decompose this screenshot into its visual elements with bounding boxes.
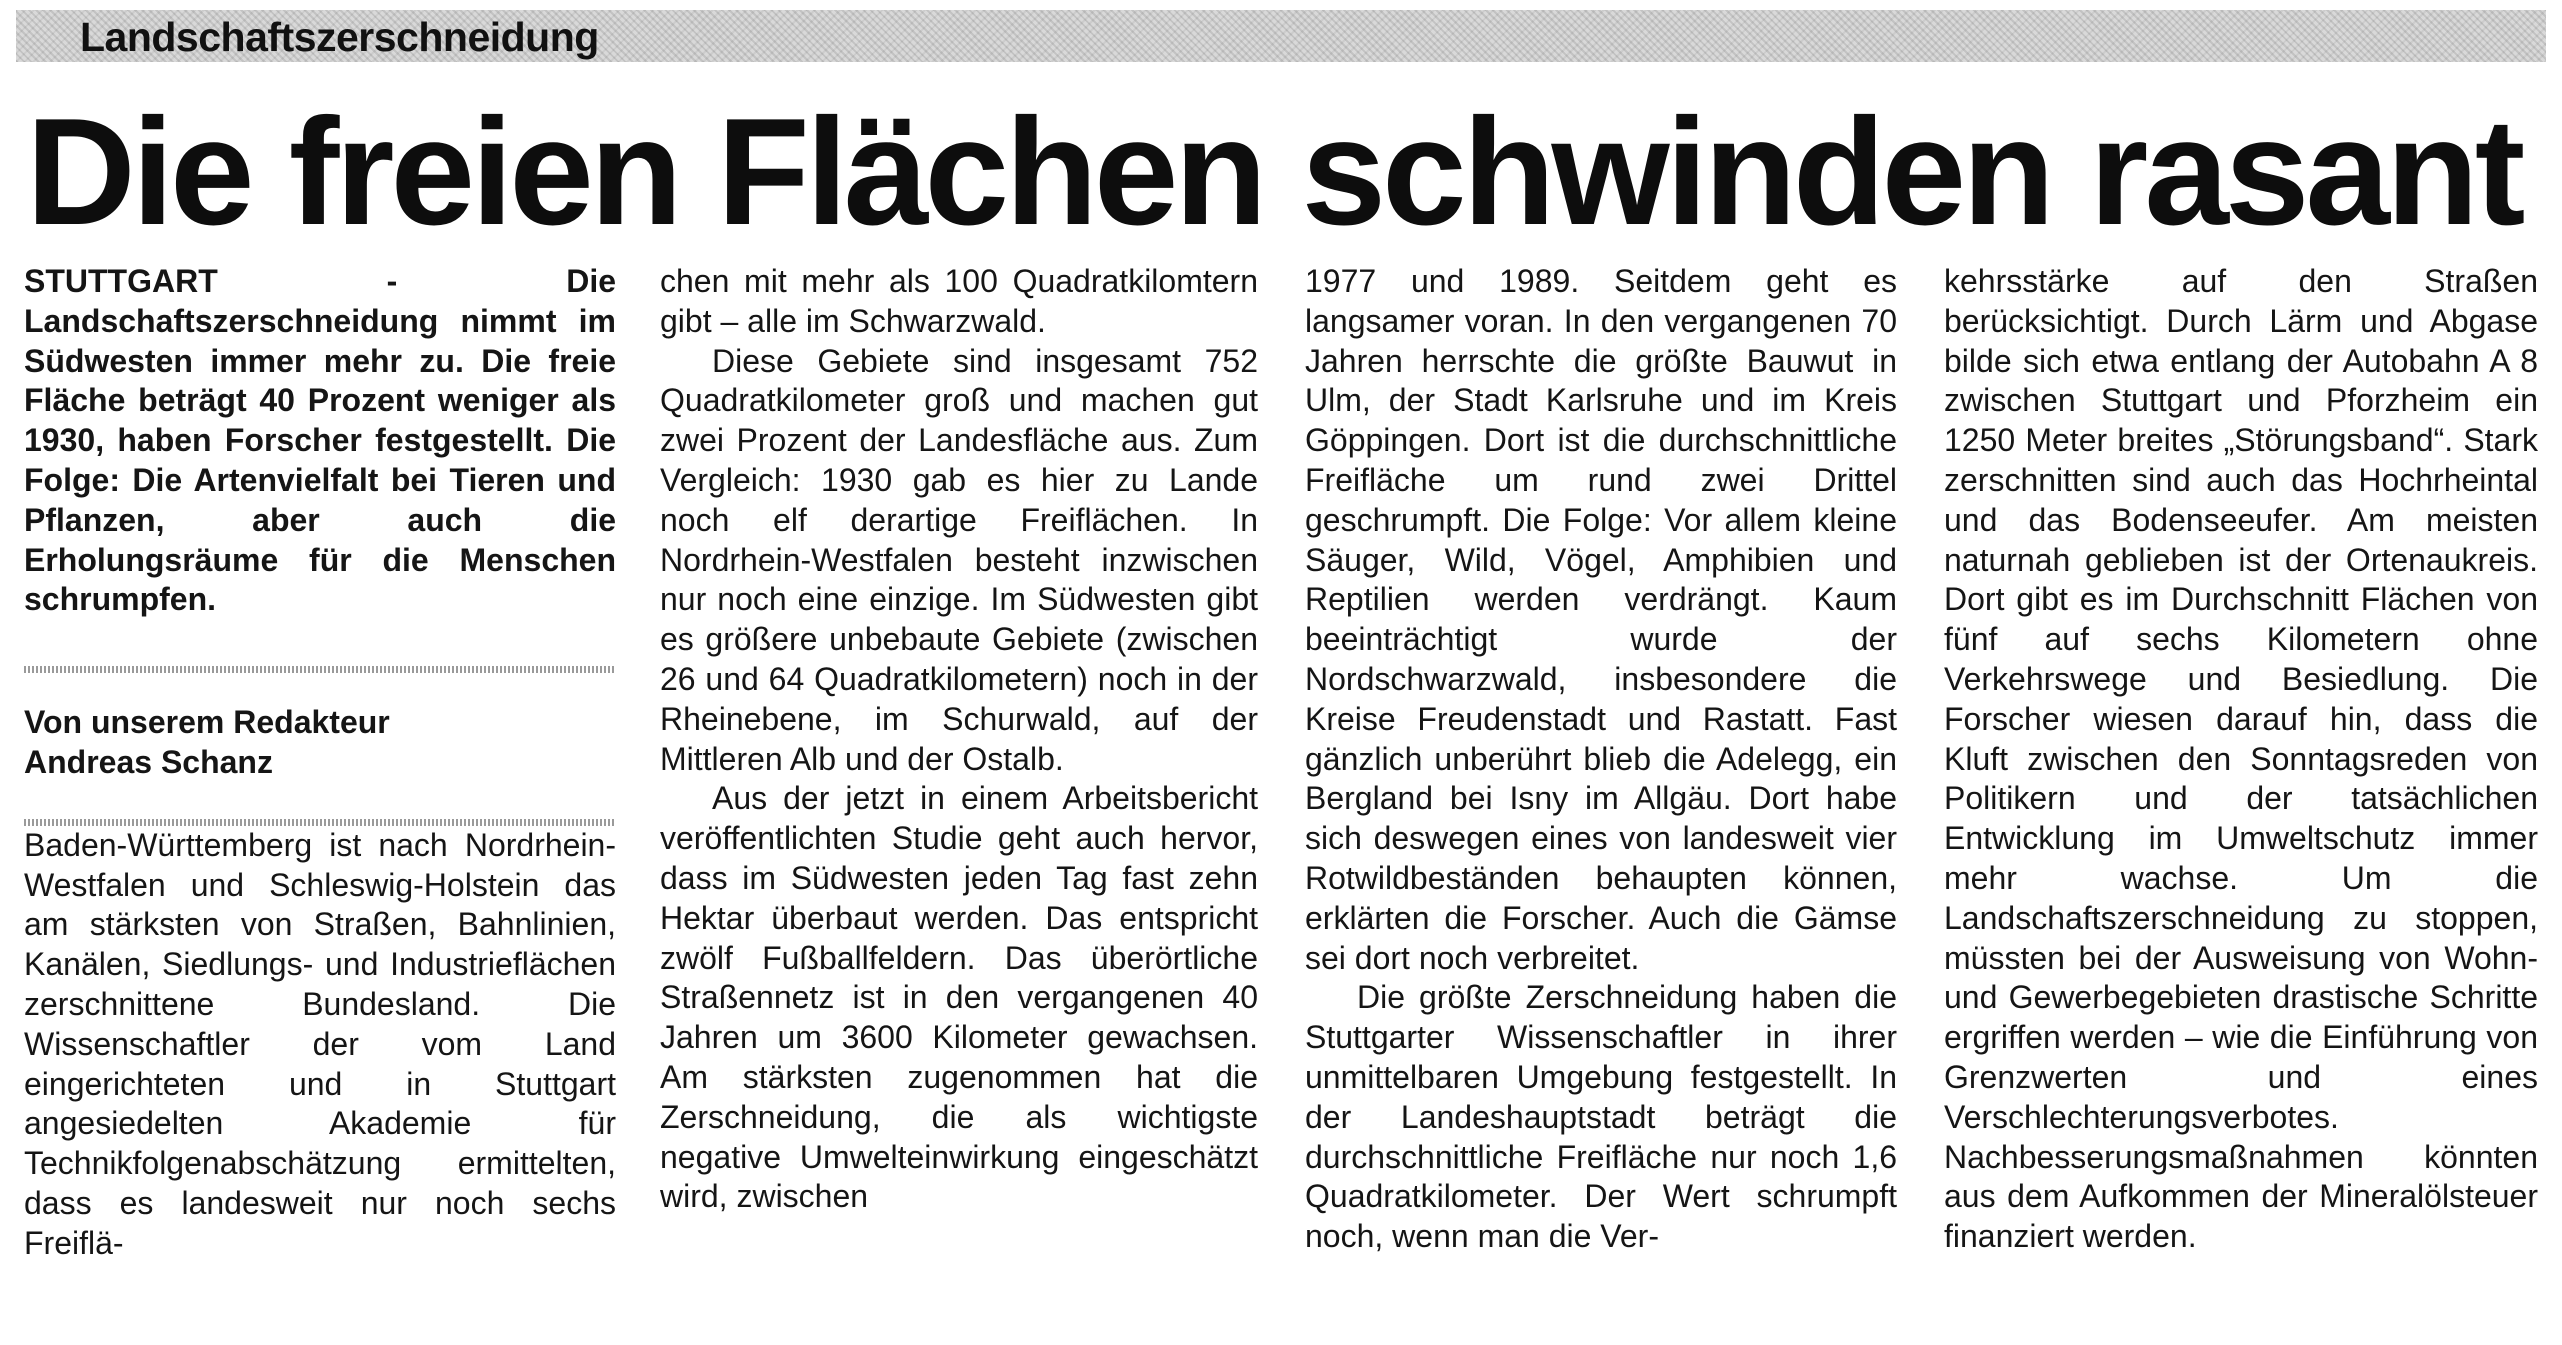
divider	[24, 819, 616, 826]
article-column-2	[660, 262, 1258, 1217]
body-paragraph: kehrsstärke auf den Straßen berücksichtigt. Durch Lärm und Abgase bilde sich etwa entlang der Autobahn A 8 zwischen Stuttgart und Pforzheim ein 1250 Meter breites „Störungsband“. Stark zerschnitten sind auch das Hochrheintal und das Bodenseeufer. Am meisten naturnah geblieben ist der Ortenaukreis. Dort gibt es im Durchschnitt Flächen von fünf auf sechs Kilometern ohne Verkehrswege und Besiedlung. Die Forscher wiesen darauf hin, dass die Kluft zwischen den Sonntagsreden von Politikern und der tatsächlichen Entwicklung im Umweltschutz immer mehr wachse. Um die Landschaftszerschneidung zu stoppen, müssten bei der Ausweisung von Wohn- und Gewerbegebieten drastische Schritte ergriffen werden – wie die Einführung von Grenzwerten und eines Verschlechterungsverbotes. Nachbesserungsmaßnahmen könnten aus dem Aufkommen der Mineralölsteuer finanziert werden.	[1944, 263, 2538, 1255]
body-paragraph: 1977 und 1989. Seitdem geht es langsamer voran. In den vergangenen 70 Jahren herrschte die größte Bauwut in Ulm, der Stadt Karlsruhe und im Kreis Göppingen. Dort ist die durchschnittliche Freifläche um rund zwei Drittel geschrumpft. Die Folge: Vor allem kleine Säuger, Wild, Vögel, Amphibien und Reptilien werden verdrängt. Kaum beeinträchtigt wurde der Nordschwarzwald, insbesondere die Kreise Freudenstadt und Rastatt. Fast gänzlich unberührt blieb die Adelegg, ein Bergland bei Isny im Allgäu. Dort habe sich deswegen eines von landesweit vier Rotwildbeständen behaupten können, erklärten die Forscher. Auch die Gämse sei dort noch verbreitet.	[1305, 263, 1897, 976]
body-paragraph: Aus der jetzt in einem Arbeitsbericht veröffentlichten Studie geht auch hervor, dass im Südwesten jeden Tag fast zehn Hektar überbaut werden. Das entspricht zwölf Fußballfeldern. Das überörtliche Straßennetz ist in den vergangenen 40 Jahren um 3600 Kilometer gewachsen. Am stärksten zugenommen hat die Zerschneidung, die als wichtigste negative Umwelteinwirkung eingeschätzt wird, zwischen	[660, 780, 1258, 1215]
byline	[24, 703, 616, 783]
article-column-1	[24, 262, 616, 1264]
body-paragraph: Diese Gebiete sind insgesamt 752 Quadratkilometer groß und machen gut zwei Prozent der Landesfläche aus. Zum Vergleich: 1930 gab es hier zu Lande noch elf derartige Freiflächen. In Nordrhein-Westfalen besteht inzwischen nur noch eine einzige. Im Südwesten gibt es größere unbebaute Gebiete (zwischen 26 und 64 Quadratkilometern) noch in der Rheinebene, im Schurwald, auf der Mittleren Alb und der Ostalb.	[660, 342, 1258, 777]
body-paragraph: Baden-Württemberg ist nach Nordrhein-Westfalen und Schleswig-Holstein das am stärksten von Straßen, Bahnlinien, Kanälen, Siedlungs- und Industrieflächen zerschnittene Bundesland. Die Wissenschaftler der vom Land eingerichteten und in Stuttgart angesiedelten Akademie für Technikfolgenabschätzung ermittelten, dass es landesweit nur noch sechs Freiflä-	[24, 826, 616, 1261]
article-lead: STUTTGART - Die Landschaftszerschneidung nimmt im Südwesten immer mehr zu. Die freie Fläche beträgt 40 Prozent weniger als 1930, haben Forscher festgestellt. Die Folge: Die Artenvielfalt bei Tieren und Pflanzen, aber auch die Erholungsräume für die Menschen schrumpfen.	[24, 263, 616, 618]
article-kicker: Landschaftszerschneidung	[80, 14, 599, 60]
body-paragraph: Die größte Zerschneidung haben die Stuttgarter Wissenschaftler in ihrer unmittelbaren Umgebung festgestellt. In der Landeshauptstadt beträgt die durchschnittliche Freifläche nur noch 1,6 Quadratkilometer. Der Wert schrumpft noch, wenn man die Ver-	[1305, 979, 1897, 1255]
article-column-3	[1305, 262, 1897, 1257]
article-column-4	[1944, 262, 2538, 1257]
body-paragraph: chen mit mehr als 100 Quadratkilomtern gibt – alle im Schwarzwald.	[660, 263, 1258, 339]
article-headline: Die freien Flächen schwinden rasant	[26, 87, 2522, 257]
byline-author: Andreas Schanz	[24, 743, 273, 780]
divider	[24, 666, 616, 673]
byline-role: Von unserem Redakteur	[24, 704, 390, 741]
